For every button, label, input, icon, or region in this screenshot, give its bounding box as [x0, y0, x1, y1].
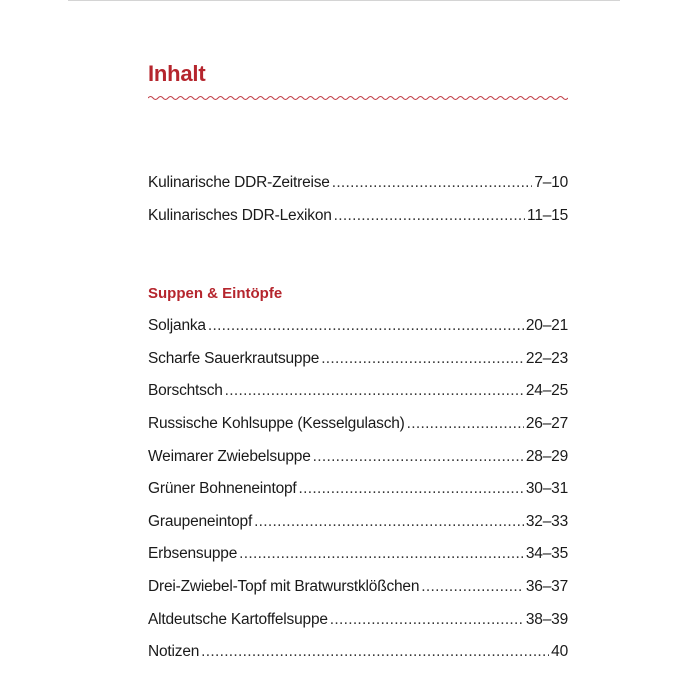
- toc-entry[interactable]: [148, 375, 568, 408]
- dot-leader: [421, 571, 524, 604]
- toc-entry-pages: 36–37: [525, 577, 568, 595]
- intro-entries: [148, 167, 568, 232]
- toc-entry[interactable]: [148, 408, 568, 441]
- toc-entry-title: Scharfe Sauerkrautsuppe: [148, 349, 320, 367]
- page-title: Inhalt: [148, 61, 206, 86]
- toc-entry-pages: 28–29: [525, 447, 568, 465]
- toc-entry[interactable]: [148, 636, 568, 669]
- toc-entry-title: Drei-Zwiebel-Topf mit Bratwurstklößchen: [148, 577, 420, 595]
- toc-entry-pages: 32–33: [525, 512, 568, 530]
- toc-entry[interactable]: [148, 538, 568, 571]
- toc-entry-pages: 38–39: [525, 610, 568, 628]
- toc-entry-pages: 11–15: [527, 206, 568, 224]
- toc-entry-title: Kulinarische DDR-Zeitreise: [148, 174, 330, 191]
- toc-entry[interactable]: [148, 441, 568, 474]
- section-entries: [148, 310, 568, 669]
- section-heading: Suppen & Eintöpfe: [148, 285, 283, 303]
- toc-entry[interactable]: [148, 343, 568, 376]
- dot-leader: [239, 538, 524, 571]
- toc-entry-title: Russische Kohlsuppe (Kesselgulasch): [148, 414, 405, 432]
- toc-entry-title: Erbsensuppe: [148, 545, 238, 563]
- dot-leader: [334, 200, 525, 233]
- dot-leader: [225, 375, 524, 408]
- toc-entry-pages: 22–23: [525, 349, 568, 367]
- toc-entry[interactable]: [148, 473, 568, 506]
- toc-entry[interactable]: [148, 571, 568, 604]
- page-top-rule: [68, 0, 620, 1]
- toc-entry-title: Altdeutsche Kartoffelsuppe: [148, 610, 328, 628]
- dot-leader: [201, 636, 549, 669]
- dot-leader: [407, 408, 524, 441]
- toc-entry-pages: 40: [551, 643, 568, 661]
- toc-entry-pages: 26–27: [525, 414, 568, 432]
- toc-entry-title: Soljanka: [148, 317, 206, 335]
- toc-entry-title: Borschtsch: [148, 382, 223, 400]
- toc-entry-title: Grüner Bohneneintopf: [148, 480, 297, 498]
- dot-leader: [299, 473, 524, 506]
- toc-entry-title: Graupeneintopf: [148, 512, 253, 530]
- toc-entry[interactable]: [148, 200, 568, 233]
- toc-entry-pages: 7–10: [534, 174, 568, 191]
- toc-entry-title: Kulinarisches DDR-Lexikon: [148, 206, 332, 224]
- dot-leader: [208, 310, 524, 343]
- toc-entry[interactable]: [148, 167, 568, 200]
- dot-leader: [313, 441, 524, 474]
- wavy-divider: [148, 95, 568, 101]
- dot-leader: [332, 167, 533, 200]
- toc-entry[interactable]: [148, 506, 568, 539]
- toc-entry[interactable]: [148, 310, 568, 343]
- toc-entry-pages: 24–25: [525, 382, 568, 400]
- toc-entry[interactable]: [148, 604, 568, 637]
- dot-leader: [254, 506, 524, 539]
- toc-entry-pages: 34–35: [525, 545, 568, 563]
- table-of-contents: [148, 58, 568, 669]
- toc-entry-title: Notizen: [148, 643, 200, 661]
- dot-leader: [321, 343, 524, 376]
- dot-leader: [330, 604, 524, 637]
- toc-entry-pages: 20–21: [525, 317, 568, 335]
- toc-entry-pages: 30–31: [525, 480, 568, 498]
- toc-entry-title: Weimarer Zwiebelsuppe: [148, 447, 311, 465]
